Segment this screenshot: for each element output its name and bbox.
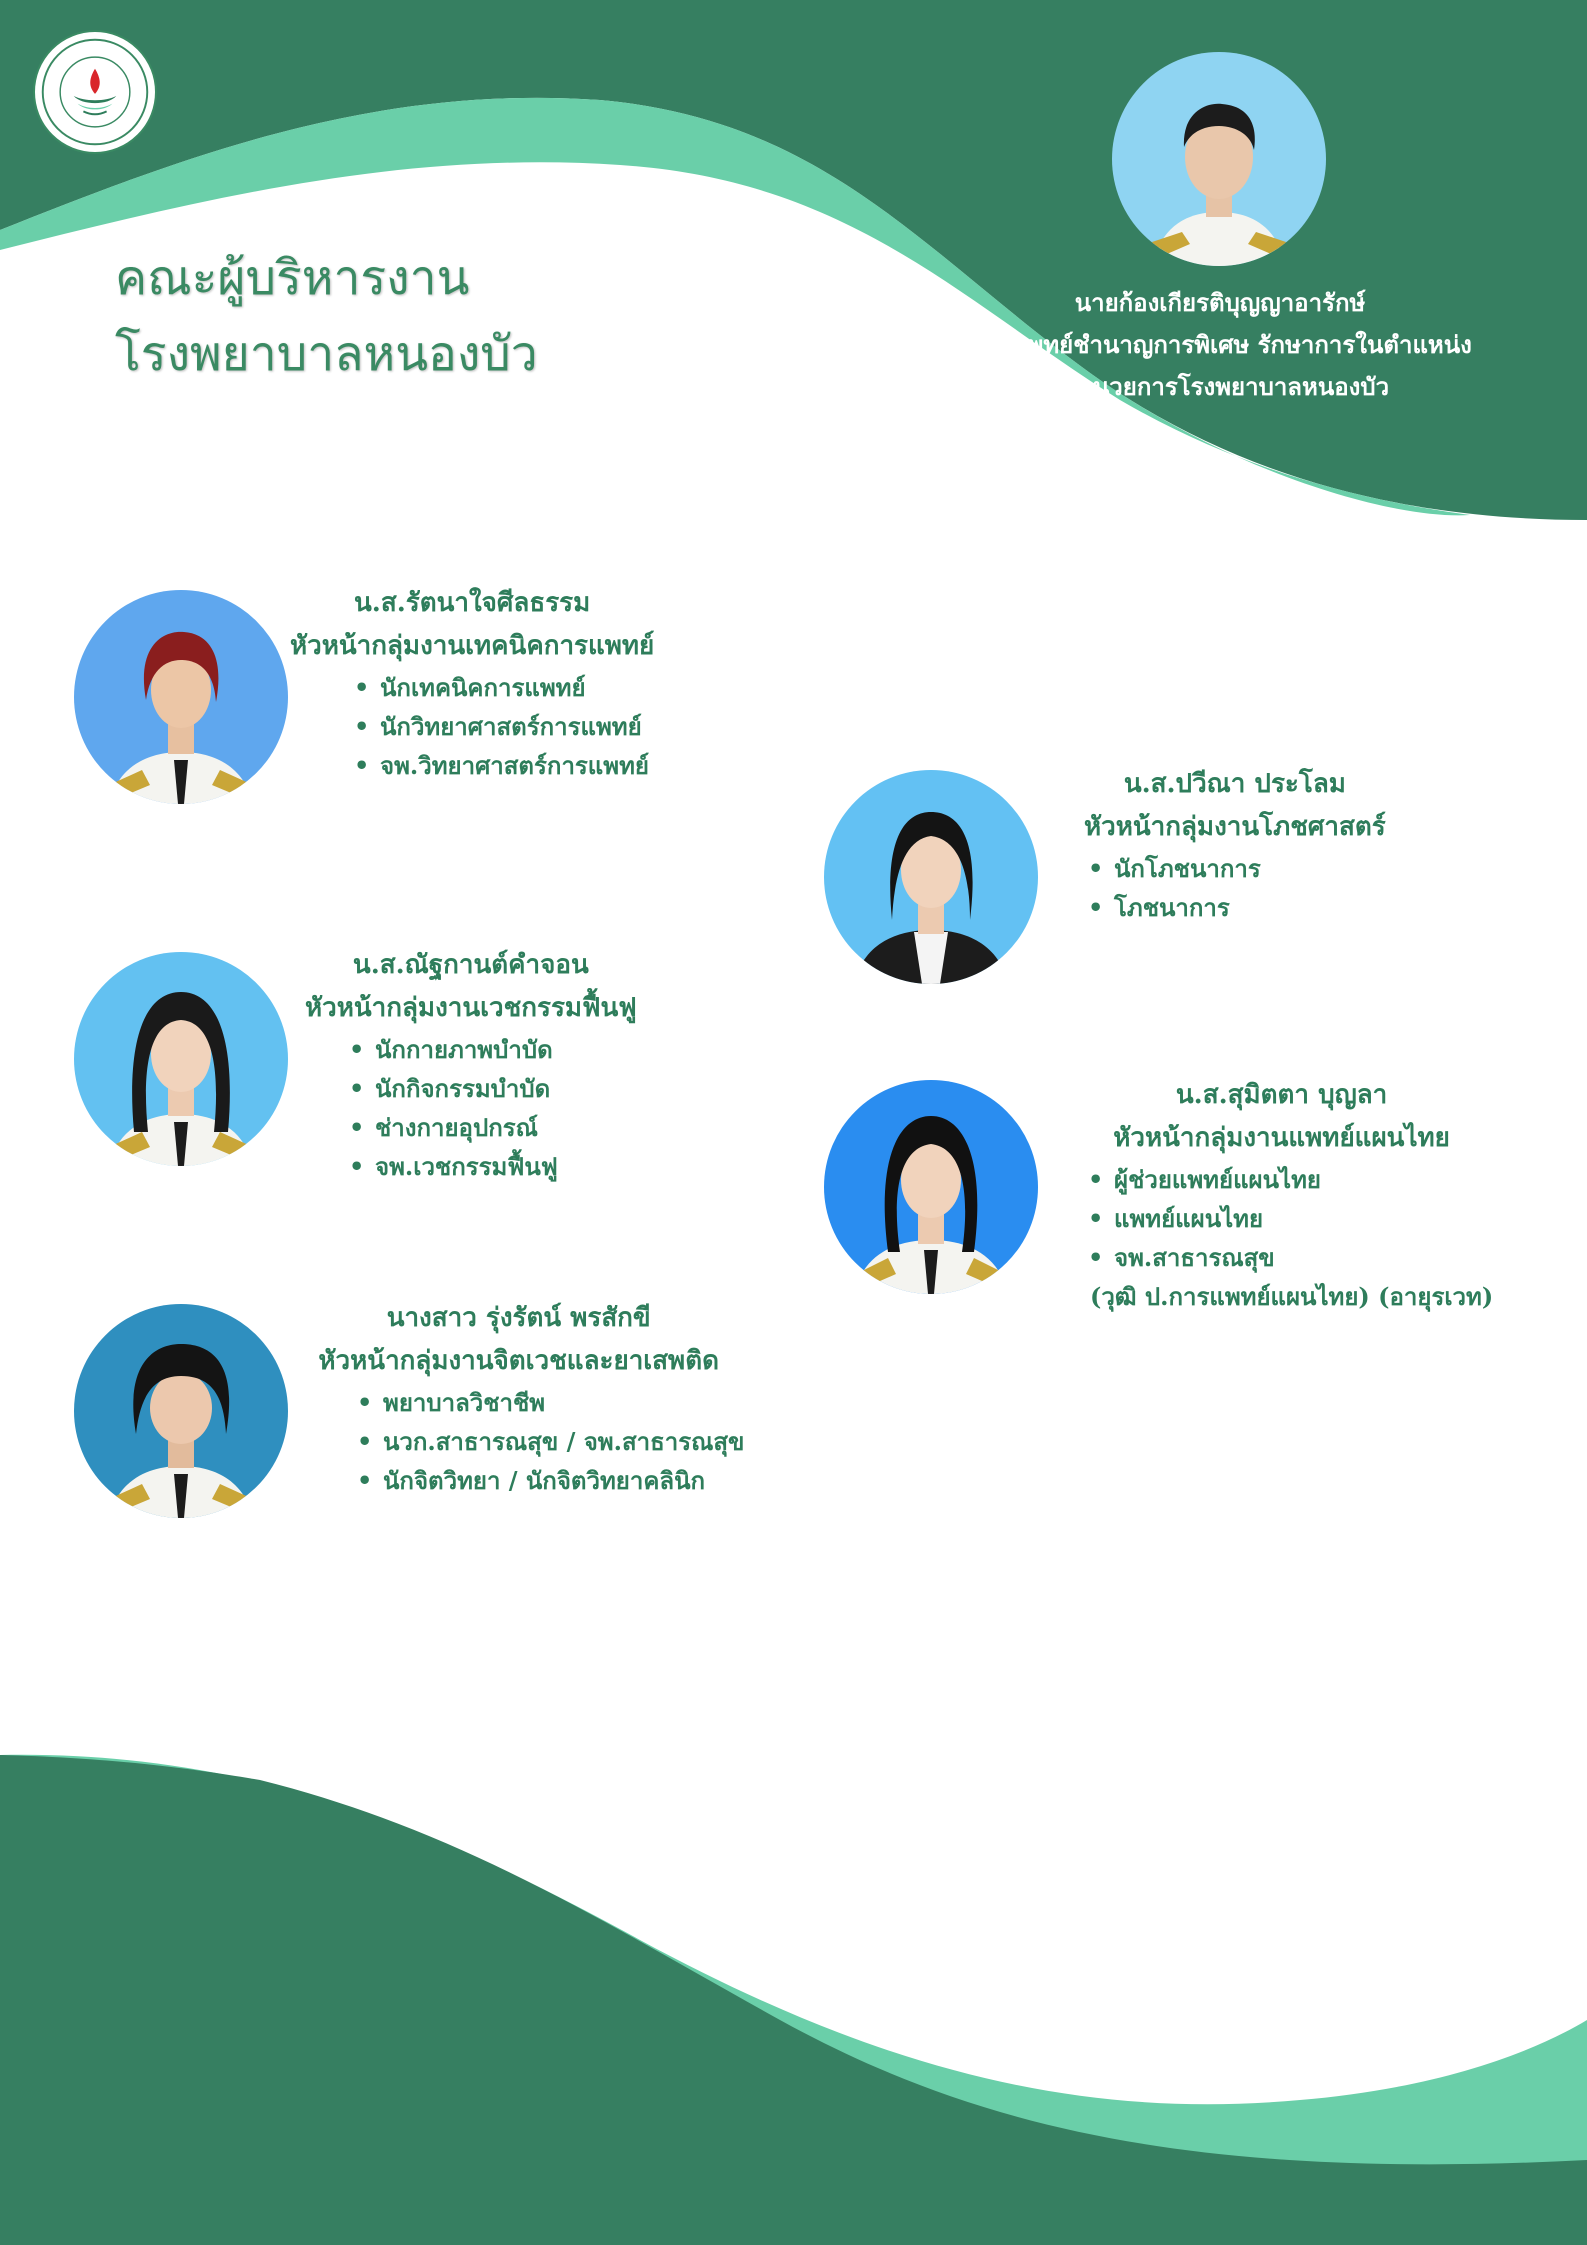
lotus-emblem-icon — [35, 32, 155, 152]
list-item: • ผู้ช่วยแพทย์แผนไทย — [1084, 1160, 1493, 1199]
director-info — [880, 282, 1560, 408]
executive-role: หัวหน้ากลุ่มงานเวชกรรมฟื้นฟู — [305, 993, 637, 1023]
director-title: ผู้อำนวยการโรงพยาบาลหนองบัว — [1050, 372, 1390, 401]
list-item: • นักเทคนิคการแพทย์ — [350, 668, 654, 707]
executive-name: น.ส.ณัฐกานต์คำจอน — [352, 950, 589, 980]
list-item: • ช่างกายอุปกรณ์ — [345, 1108, 637, 1147]
hospital-logo — [33, 30, 157, 154]
director-photo — [1112, 52, 1326, 266]
executive-role: หัวหน้ากลุ่มงานจิตเวชและยาเสพติด — [318, 1346, 719, 1376]
list-item: • จพ.เวชกรรมฟื้นฟู — [345, 1147, 637, 1186]
executive-duties — [353, 1383, 744, 1500]
executive-role: หัวหน้ากลุ่มงานโภชศาสตร์ — [1084, 812, 1386, 842]
list-item: • แพทย์แผนไทย — [1084, 1199, 1493, 1238]
executive-info — [290, 582, 654, 785]
list-item: • จพ.วิทยาศาสตร์การแพทย์ — [350, 746, 654, 785]
list-item: • นักวิทยาศาสตร์การแพทย์ — [350, 707, 654, 746]
list-item: • นักกายภาพบำบัด — [345, 1030, 637, 1069]
list-item: • นวก.สาธารณสุข / จพ.สาธารณสุข — [353, 1422, 744, 1461]
executive-duties — [345, 1030, 637, 1186]
executive-info — [293, 1297, 744, 1500]
executive-duties — [350, 668, 654, 785]
title-line-1: คณะผู้บริหารงาน — [115, 250, 470, 306]
director-position: นายแพทย์ชำนาญการพิเศษ รักษาการในตำแหน่ง — [968, 330, 1472, 359]
list-item: • นักจิตวิทยา / นักจิตวิทยาคลินิก — [353, 1461, 744, 1500]
list-item: • นักโภชนาการ — [1084, 849, 1386, 888]
executive-photo — [74, 1304, 288, 1518]
director-name: นายก้องเกียรติบุญญาอารักษ์ — [1074, 288, 1366, 317]
executive-duties — [1084, 849, 1386, 927]
executive-info — [1070, 1074, 1493, 1316]
executive-photo — [74, 952, 288, 1166]
executive-photo — [74, 590, 288, 804]
list-item: • พยาบาลวิชาชีพ — [353, 1383, 744, 1422]
list-item: • โภชนาการ — [1084, 888, 1386, 927]
qualification-note: (วุฒิ ป.การแพทย์แผนไทย) (อายุรเวท) — [1090, 1282, 1494, 1311]
executive-role: หัวหน้ากลุ่มงานแพทย์แผนไทย — [1113, 1123, 1450, 1153]
executive-info — [1084, 763, 1386, 927]
executive-name: นางสาว รุ่งรัตน์ พรสักขี — [386, 1303, 651, 1333]
executive-photo — [824, 770, 1038, 984]
executive-info — [305, 944, 637, 1186]
executive-name: น.ส.สุมิตตา บุญลา — [1175, 1080, 1388, 1110]
executive-duties — [1084, 1160, 1493, 1277]
list-item: • จพ.สาธารณสุข — [1084, 1238, 1493, 1277]
executive-name: น.ส.ปวีณา ประโลม — [1123, 769, 1346, 799]
executive-photo — [824, 1080, 1038, 1294]
bottom-dark-wave — [0, 1755, 1587, 2245]
executive-role: หัวหน้ากลุ่มงานเทคนิคการแพทย์ — [290, 631, 655, 661]
title-line-2: โรงพยาบาลหนองบัว — [115, 326, 538, 382]
executive-name: น.ส.รัตนาใจศีลธรรม — [354, 588, 591, 618]
list-item: • นักกิจกรรมบำบัด — [345, 1069, 637, 1108]
page-title — [115, 240, 538, 392]
